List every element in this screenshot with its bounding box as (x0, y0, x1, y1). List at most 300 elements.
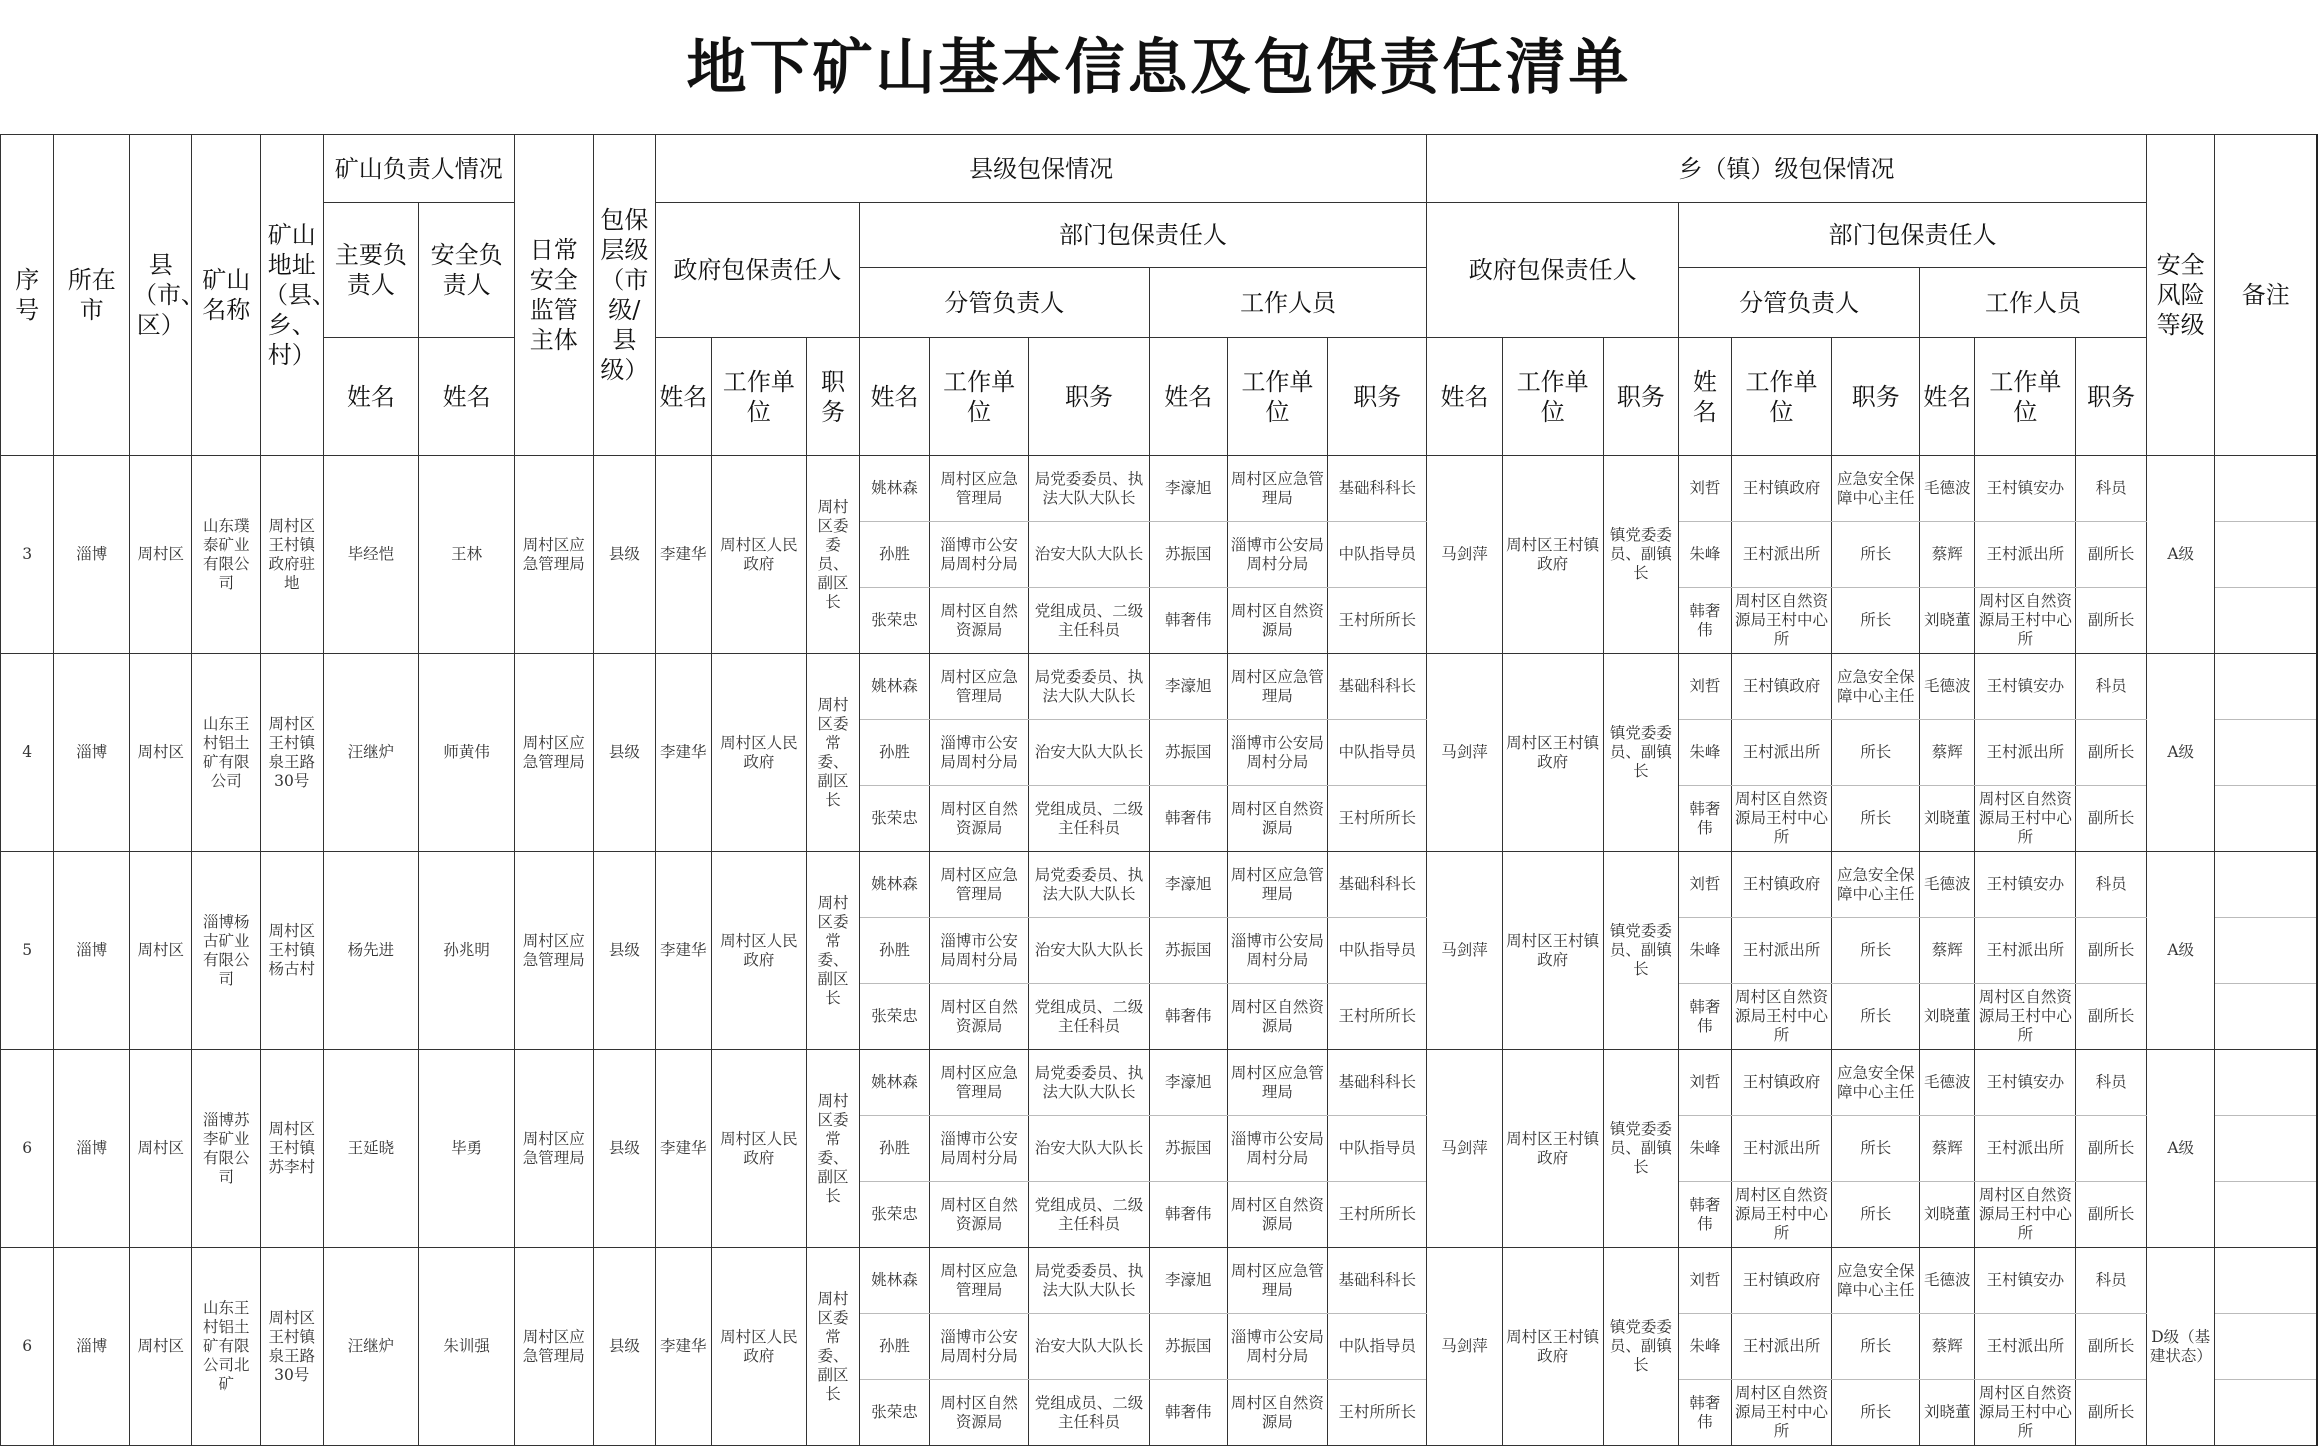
page-title: 地下矿山基本信息及包保责任清单 (686, 33, 1632, 103)
county-staff-name-cell: 韩奢伟 (1149, 1182, 1227, 1248)
main-leader-cell: 汪继炉 (323, 654, 419, 852)
county-head-name-cell: 姚林森 (859, 456, 930, 522)
county-head-unit-cell: 周村区自然资源局 (930, 588, 1029, 654)
remarks-cell (2215, 654, 2317, 720)
header-county-gov-person: 政府包保责任人 (656, 203, 860, 338)
risk-level-cell: A级 (2146, 456, 2215, 654)
risk-level-cell: A级 (2146, 654, 2215, 852)
county-staff-name-cell: 苏振国 (1149, 1116, 1227, 1182)
town-staff-position-cell: 副所长 (2076, 786, 2147, 852)
town-gov-name-cell: 马剑萍 (1427, 456, 1503, 654)
county-head-unit-cell: 淄博市公安局周村分局 (930, 522, 1029, 588)
town-staff-position-cell: 副所长 (2076, 1116, 2147, 1182)
header-town-gov-name: 姓名 (1427, 338, 1503, 456)
county-head-name-cell: 孙胜 (859, 1314, 930, 1380)
header-city: 所在市 (54, 135, 130, 456)
main-leader-cell: 王延晓 (323, 1050, 419, 1248)
county-head-position-cell: 局党委委员、执法大队大队长 (1028, 1248, 1149, 1314)
county-head-name-cell: 孙胜 (859, 1116, 930, 1182)
city-cell: 淄博 (54, 852, 130, 1050)
county-staff-position-cell: 中队指导员 (1328, 522, 1427, 588)
county-gov-name-cell: 李建华 (656, 852, 711, 1050)
town-staff-name-cell: 刘晓董 (1920, 1182, 1975, 1248)
town-staff-unit-cell: 王村镇安办 (1975, 654, 2076, 720)
county-head-unit-cell: 周村区自然资源局 (930, 1182, 1029, 1248)
town-gov-name-cell: 马剑萍 (1427, 852, 1503, 1050)
seq-cell: 6 (1, 1248, 54, 1446)
risk-level-cell: D级（基建状态） (2146, 1248, 2215, 1446)
town-staff-unit-cell: 周村区自然资源局王村中心所 (1975, 786, 2076, 852)
supervisor-cell: 周村区应急管理局 (515, 456, 594, 654)
county-staff-unit-cell: 周村区自然资源局 (1227, 1380, 1328, 1446)
town-head-position-cell: 应急安全保障中心主任 (1832, 654, 1920, 720)
town-head-position-cell: 所长 (1832, 786, 1920, 852)
header-mine-name: 矿山名称 (192, 135, 261, 456)
county-staff-position-cell: 基础科科长 (1328, 1248, 1427, 1314)
town-head-unit-cell: 王村镇政府 (1731, 654, 1832, 720)
town-staff-position-cell: 科员 (2076, 1050, 2147, 1116)
seq-cell: 4 (1, 654, 54, 852)
mine-address-cell: 周村区王村镇泉王路30号 (261, 1248, 323, 1446)
header-town-guarantee: 乡（镇）级包保情况 (1427, 135, 2147, 203)
town-head-unit-cell: 周村区自然资源局王村中心所 (1731, 786, 1832, 852)
seq-cell: 3 (1, 456, 54, 654)
header-town-staff-position: 职务 (2076, 338, 2147, 456)
town-head-position-cell: 所长 (1832, 918, 1920, 984)
town-staff-name-cell: 蔡辉 (1920, 720, 1975, 786)
county-cell: 周村区 (130, 456, 192, 654)
remarks-cell (2215, 1050, 2317, 1116)
county-staff-unit-cell: 周村区自然资源局 (1227, 786, 1328, 852)
town-head-position-cell: 所长 (1832, 1314, 1920, 1380)
county-staff-name-cell: 苏振国 (1149, 1314, 1227, 1380)
county-staff-position-cell: 王村所所长 (1328, 786, 1427, 852)
county-head-unit-cell: 淄博市公安局周村分局 (930, 1314, 1029, 1380)
town-head-unit-cell: 王村镇政府 (1731, 852, 1832, 918)
safety-leader-cell: 朱训强 (419, 1248, 515, 1446)
county-gov-unit-cell: 周村区人民政府 (711, 1248, 807, 1446)
supervisor-cell: 周村区应急管理局 (515, 654, 594, 852)
remarks-cell (2215, 852, 2317, 918)
county-staff-name-cell: 韩奢伟 (1149, 1380, 1227, 1446)
town-head-position-cell: 所长 (1832, 1380, 1920, 1446)
town-head-position-cell: 所长 (1832, 720, 1920, 786)
mine-address-cell: 周村区王村镇杨古村 (261, 852, 323, 1050)
town-staff-position-cell: 副所长 (2076, 522, 2147, 588)
city-cell: 淄博 (54, 1050, 130, 1248)
county-head-name-cell: 张荣忠 (859, 786, 930, 852)
remarks-cell (2215, 1116, 2317, 1182)
seq-cell: 5 (1, 852, 54, 1050)
header-county-staff-position: 职务 (1328, 338, 1427, 456)
town-gov-position-cell: 镇党委委员、副镇长 (1603, 654, 1679, 852)
county-head-unit-cell: 周村区应急管理局 (930, 456, 1029, 522)
header-county: 县（市、区） (130, 135, 192, 456)
header-remarks: 备注 (2215, 135, 2317, 456)
county-head-name-cell: 张荣忠 (859, 1182, 930, 1248)
town-staff-name-cell: 蔡辉 (1920, 918, 1975, 984)
header-county-staff-name: 姓名 (1149, 338, 1227, 456)
county-staff-name-cell: 韩奢伟 (1149, 786, 1227, 852)
county-staff-name-cell: 韩奢伟 (1149, 588, 1227, 654)
mine-name-cell: 山东王村铝土矿有限公司北矿 (192, 1248, 261, 1446)
header-risk-level: 安全风险等级 (2146, 135, 2215, 456)
town-staff-name-cell: 毛德波 (1920, 852, 1975, 918)
county-gov-unit-cell: 周村区人民政府 (711, 1050, 807, 1248)
county-head-name-cell: 孙胜 (859, 918, 930, 984)
town-staff-name-cell: 毛德波 (1920, 456, 1975, 522)
main-leader-cell: 汪继炉 (323, 1248, 419, 1446)
header-county-guarantee: 县级包保情况 (656, 135, 1427, 203)
county-head-name-cell: 姚林森 (859, 1050, 930, 1116)
town-staff-name-cell: 刘晓董 (1920, 786, 1975, 852)
county-head-name-cell: 孙胜 (859, 522, 930, 588)
town-staff-unit-cell: 王村镇安办 (1975, 1050, 2076, 1116)
risk-level-cell: A级 (2146, 852, 2215, 1050)
county-staff-position-cell: 王村所所长 (1328, 588, 1427, 654)
table-row (1, 852, 2318, 918)
main-leader-cell: 杨先进 (323, 852, 419, 1050)
county-head-unit-cell: 周村区应急管理局 (930, 1248, 1029, 1314)
header-town-staff: 工作人员 (1920, 268, 2147, 338)
county-staff-unit-cell: 周村区自然资源局 (1227, 588, 1328, 654)
remarks-cell (2215, 984, 2317, 1050)
county-head-name-cell: 姚林森 (859, 654, 930, 720)
guarantee-level-cell: 县级 (593, 654, 655, 852)
county-head-name-cell: 孙胜 (859, 720, 930, 786)
county-staff-position-cell: 中队指导员 (1328, 1314, 1427, 1380)
county-staff-name-cell: 李濠旭 (1149, 1248, 1227, 1314)
town-gov-unit-cell: 周村区王村镇政府 (1502, 456, 1603, 654)
town-head-unit-cell: 王村派出所 (1731, 1116, 1832, 1182)
county-staff-unit-cell: 淄博市公安局周村分局 (1227, 720, 1328, 786)
town-gov-position-cell: 镇党委委员、副镇长 (1603, 456, 1679, 654)
town-head-name-cell: 韩奢伟 (1679, 984, 1731, 1050)
remarks-cell (2215, 1314, 2317, 1380)
supervisor-cell: 周村区应急管理局 (515, 1050, 594, 1248)
county-gov-position-cell: 周村区委常委、副区长 (807, 1248, 859, 1446)
town-head-position-cell: 所长 (1832, 1182, 1920, 1248)
remarks-cell (2215, 786, 2317, 852)
remarks-cell (2215, 1248, 2317, 1314)
town-head-name-cell: 刘哲 (1679, 456, 1731, 522)
town-head-name-cell: 韩奢伟 (1679, 588, 1731, 654)
county-gov-position-cell: 周村区委常委、副区长 (807, 654, 859, 852)
main-leader-cell: 毕经恺 (323, 456, 419, 654)
town-staff-position-cell: 副所长 (2076, 984, 2147, 1050)
town-gov-name-cell: 马剑萍 (1427, 654, 1503, 852)
county-gov-name-cell: 李建华 (656, 456, 711, 654)
county-staff-position-cell: 中队指导员 (1328, 720, 1427, 786)
town-gov-unit-cell: 周村区王村镇政府 (1502, 852, 1603, 1050)
town-head-position-cell: 所长 (1832, 1116, 1920, 1182)
mine-address-cell: 周村区王村镇泉王路30号 (261, 654, 323, 852)
table-row (1, 456, 2318, 522)
guarantee-level-cell: 县级 (593, 852, 655, 1050)
county-head-unit-cell: 周村区自然资源局 (930, 1380, 1029, 1446)
county-head-name-cell: 姚林森 (859, 1248, 930, 1314)
remarks-cell (2215, 720, 2317, 786)
county-head-position-cell: 治安大队大队长 (1028, 918, 1149, 984)
county-staff-position-cell: 中队指导员 (1328, 918, 1427, 984)
county-staff-position-cell: 王村所所长 (1328, 984, 1427, 1050)
town-gov-position-cell: 镇党委委员、副镇长 (1603, 852, 1679, 1050)
county-gov-unit-cell: 周村区人民政府 (711, 654, 807, 852)
town-head-name-cell: 朱峰 (1679, 918, 1731, 984)
county-head-unit-cell: 周村区自然资源局 (930, 984, 1029, 1050)
remarks-cell (2215, 1380, 2317, 1446)
header-county-staff-unit: 工作单位 (1227, 338, 1328, 456)
county-staff-unit-cell: 淄博市公安局周村分局 (1227, 918, 1328, 984)
header-seq: 序号 (1, 135, 54, 456)
county-staff-name-cell: 韩奢伟 (1149, 984, 1227, 1050)
header-town-head-name: 姓名 (1679, 338, 1731, 456)
header-guarantee-level: 包保层级（市级/县级） (593, 135, 655, 456)
town-staff-position-cell: 副所长 (2076, 1182, 2147, 1248)
town-head-name-cell: 韩奢伟 (1679, 1182, 1731, 1248)
town-head-name-cell: 朱峰 (1679, 1314, 1731, 1380)
town-gov-position-cell: 镇党委委员、副镇长 (1603, 1248, 1679, 1446)
county-gov-name-cell: 李建华 (656, 1248, 711, 1446)
town-head-position-cell: 所长 (1832, 984, 1920, 1050)
safety-leader-cell: 毕勇 (419, 1050, 515, 1248)
header-safety-leader: 安全负责人 (419, 203, 515, 338)
header-town-staff-unit: 工作单位 (1975, 338, 2076, 456)
town-staff-unit-cell: 王村派出所 (1975, 522, 2076, 588)
county-staff-unit-cell: 淄博市公安局周村分局 (1227, 522, 1328, 588)
county-staff-name-cell: 苏振国 (1149, 720, 1227, 786)
county-gov-name-cell: 李建华 (656, 654, 711, 852)
county-gov-position-cell: 周村区委委员、副区长 (807, 456, 859, 654)
town-gov-unit-cell: 周村区王村镇政府 (1502, 1248, 1603, 1446)
remarks-cell (2215, 1182, 2317, 1248)
county-head-unit-cell: 淄博市公安局周村分局 (930, 918, 1029, 984)
town-head-name-cell: 刘哲 (1679, 852, 1731, 918)
safety-leader-cell: 王林 (419, 456, 515, 654)
header-town-gov-unit: 工作单位 (1502, 338, 1603, 456)
header-town-gov-person: 政府包保责任人 (1427, 203, 1679, 338)
town-head-name-cell: 刘哲 (1679, 654, 1731, 720)
town-staff-unit-cell: 王村派出所 (1975, 1116, 2076, 1182)
county-head-position-cell: 局党委委员、执法大队大队长 (1028, 852, 1149, 918)
table-row (1, 1248, 2318, 1314)
town-head-name-cell: 朱峰 (1679, 720, 1731, 786)
seq-cell: 6 (1, 1050, 54, 1248)
county-head-position-cell: 党组成员、二级主任科员 (1028, 786, 1149, 852)
county-head-position-cell: 治安大队大队长 (1028, 720, 1149, 786)
county-head-position-cell: 治安大队大队长 (1028, 522, 1149, 588)
county-head-position-cell: 治安大队大队长 (1028, 1314, 1149, 1380)
safety-leader-cell: 孙兆明 (419, 852, 515, 1050)
town-staff-name-cell: 蔡辉 (1920, 522, 1975, 588)
county-head-name-cell: 姚林森 (859, 852, 930, 918)
header-mine-address: 矿山地址（县、乡、村） (261, 135, 323, 456)
town-head-position-cell: 应急安全保障中心主任 (1832, 1050, 1920, 1116)
county-head-position-cell: 局党委委员、执法大队大队长 (1028, 1050, 1149, 1116)
town-staff-unit-cell: 周村区自然资源局王村中心所 (1975, 1182, 2076, 1248)
town-staff-position-cell: 科员 (2076, 1248, 2147, 1314)
town-head-unit-cell: 周村区自然资源局王村中心所 (1731, 984, 1832, 1050)
table-row (1, 1050, 2318, 1116)
town-head-unit-cell: 王村派出所 (1731, 918, 1832, 984)
town-head-unit-cell: 王村派出所 (1731, 1314, 1832, 1380)
county-staff-name-cell: 李濠旭 (1149, 1050, 1227, 1116)
mine-name-cell: 淄博苏李矿业有限公司 (192, 1050, 261, 1248)
header-county-head-name: 姓名 (859, 338, 930, 456)
remarks-cell (2215, 588, 2317, 654)
town-head-name-cell: 朱峰 (1679, 522, 1731, 588)
county-head-position-cell: 治安大队大队长 (1028, 1116, 1149, 1182)
town-staff-unit-cell: 王村镇安办 (1975, 852, 2076, 918)
town-staff-unit-cell: 王村派出所 (1975, 918, 2076, 984)
header-county-dept-person: 部门包保责任人 (859, 203, 1427, 268)
town-head-position-cell: 应急安全保障中心主任 (1832, 852, 1920, 918)
town-staff-position-cell: 副所长 (2076, 918, 2147, 984)
town-gov-position-cell: 镇党委委员、副镇长 (1603, 1050, 1679, 1248)
county-cell: 周村区 (130, 654, 192, 852)
town-staff-unit-cell: 王村镇安办 (1975, 456, 2076, 522)
header-county-gov-unit: 工作单位 (711, 338, 807, 456)
county-head-name-cell: 张荣忠 (859, 1380, 930, 1446)
town-staff-name-cell: 蔡辉 (1920, 1314, 1975, 1380)
county-cell: 周村区 (130, 852, 192, 1050)
county-staff-unit-cell: 周村区应急管理局 (1227, 456, 1328, 522)
county-head-position-cell: 局党委委员、执法大队大队长 (1028, 654, 1149, 720)
town-head-unit-cell: 王村镇政府 (1731, 456, 1832, 522)
county-staff-position-cell: 基础科科长 (1328, 654, 1427, 720)
header-safety-leader-name: 姓名 (419, 338, 515, 456)
remarks-cell (2215, 522, 2317, 588)
county-staff-name-cell: 苏振国 (1149, 918, 1227, 984)
county-head-position-cell: 局党委委员、执法大队大队长 (1028, 456, 1149, 522)
town-head-name-cell: 韩奢伟 (1679, 1380, 1731, 1446)
town-staff-name-cell: 刘晓董 (1920, 588, 1975, 654)
town-staff-position-cell: 副所长 (2076, 588, 2147, 654)
guarantee-level-cell: 县级 (593, 1248, 655, 1446)
county-head-unit-cell: 周村区应急管理局 (930, 852, 1029, 918)
town-head-position-cell: 应急安全保障中心主任 (1832, 1248, 1920, 1314)
header-supervision: 日常安全监管主体 (515, 135, 594, 456)
town-head-unit-cell: 王村镇政府 (1731, 1050, 1832, 1116)
guarantee-level-cell: 县级 (593, 456, 655, 654)
county-head-name-cell: 张荣忠 (859, 984, 930, 1050)
town-staff-name-cell: 刘晓董 (1920, 1380, 1975, 1446)
county-staff-name-cell: 李濠旭 (1149, 654, 1227, 720)
town-head-name-cell: 刘哲 (1679, 1248, 1731, 1314)
town-staff-unit-cell: 王村镇安办 (1975, 1248, 2076, 1314)
table-row (1, 654, 2318, 720)
town-staff-position-cell: 科员 (2076, 456, 2147, 522)
town-staff-position-cell: 科员 (2076, 654, 2147, 720)
town-head-name-cell: 朱峰 (1679, 1116, 1731, 1182)
county-head-position-cell: 党组成员、二级主任科员 (1028, 984, 1149, 1050)
county-gov-name-cell: 李建华 (656, 1050, 711, 1248)
town-head-unit-cell: 周村区自然资源局王村中心所 (1731, 1380, 1832, 1446)
header-county-gov-position: 职务 (807, 338, 859, 456)
town-staff-position-cell: 副所长 (2076, 1380, 2147, 1446)
risk-level-cell: A级 (2146, 1050, 2215, 1248)
town-head-unit-cell: 王村派出所 (1731, 522, 1832, 588)
county-head-unit-cell: 周村区自然资源局 (930, 786, 1029, 852)
county-head-position-cell: 党组成员、二级主任科员 (1028, 1182, 1149, 1248)
town-head-position-cell: 应急安全保障中心主任 (1832, 456, 1920, 522)
town-gov-unit-cell: 周村区王村镇政府 (1502, 1050, 1603, 1248)
county-staff-name-cell: 李濠旭 (1149, 852, 1227, 918)
header-county-head-position: 职务 (1028, 338, 1149, 456)
county-staff-position-cell: 王村所所长 (1328, 1182, 1427, 1248)
town-staff-unit-cell: 周村区自然资源局王村中心所 (1975, 1380, 2076, 1446)
town-staff-name-cell: 毛德波 (1920, 1248, 1975, 1314)
header-county-head-unit: 工作单位 (930, 338, 1029, 456)
town-staff-unit-cell: 周村区自然资源局王村中心所 (1975, 588, 2076, 654)
county-staff-unit-cell: 周村区应急管理局 (1227, 1248, 1328, 1314)
mine-name-cell: 淄博杨古矿业有限公司 (192, 852, 261, 1050)
guarantee-level-cell: 县级 (593, 1050, 655, 1248)
header-mine-leaders: 矿山负责人情况 (323, 135, 515, 203)
town-head-position-cell: 所长 (1832, 588, 1920, 654)
county-staff-name-cell: 李濠旭 (1149, 456, 1227, 522)
county-staff-position-cell: 基础科科长 (1328, 852, 1427, 918)
header-town-head-position: 职务 (1832, 338, 1920, 456)
county-cell: 周村区 (130, 1248, 192, 1446)
header-county-gov-name: 姓名 (656, 338, 711, 456)
county-head-name-cell: 张荣忠 (859, 588, 930, 654)
town-staff-position-cell: 副所长 (2076, 1314, 2147, 1380)
city-cell: 淄博 (54, 1248, 130, 1446)
mine-address-cell: 周村区王村镇苏李村 (261, 1050, 323, 1248)
county-staff-position-cell: 基础科科长 (1328, 456, 1427, 522)
city-cell: 淄博 (54, 456, 130, 654)
county-head-unit-cell: 淄博市公安局周村分局 (930, 720, 1029, 786)
header-town-in-charge: 分管负责人 (1679, 268, 1920, 338)
header-county-staff: 工作人员 (1149, 268, 1426, 338)
header-county-in-charge: 分管负责人 (859, 268, 1149, 338)
mine-name-cell: 山东王村铝土矿有限公司 (192, 654, 261, 852)
county-staff-position-cell: 中队指导员 (1328, 1116, 1427, 1182)
town-head-name-cell: 韩奢伟 (1679, 786, 1731, 852)
county-staff-unit-cell: 淄博市公安局周村分局 (1227, 1116, 1328, 1182)
county-cell: 周村区 (130, 1050, 192, 1248)
responsibility-table (0, 134, 2318, 1446)
county-staff-unit-cell: 周村区自然资源局 (1227, 984, 1328, 1050)
town-head-position-cell: 所长 (1832, 522, 1920, 588)
supervisor-cell: 周村区应急管理局 (515, 1248, 594, 1446)
town-staff-position-cell: 科员 (2076, 852, 2147, 918)
town-gov-name-cell: 马剑萍 (1427, 1050, 1503, 1248)
mine-name-cell: 山东璞泰矿业有限公司 (192, 456, 261, 654)
county-staff-unit-cell: 周村区应急管理局 (1227, 1050, 1328, 1116)
county-head-position-cell: 党组成员、二级主任科员 (1028, 1380, 1149, 1446)
county-staff-position-cell: 王村所所长 (1328, 1380, 1427, 1446)
county-staff-unit-cell: 淄博市公安局周村分局 (1227, 1314, 1328, 1380)
header-town-gov-position: 职务 (1603, 338, 1679, 456)
town-staff-name-cell: 蔡辉 (1920, 1116, 1975, 1182)
header-main-leader-name: 姓名 (323, 338, 419, 456)
county-staff-name-cell: 苏振国 (1149, 522, 1227, 588)
county-head-unit-cell: 周村区应急管理局 (930, 654, 1029, 720)
town-staff-unit-cell: 王村派出所 (1975, 720, 2076, 786)
county-staff-position-cell: 基础科科长 (1328, 1050, 1427, 1116)
county-gov-position-cell: 周村区委常委、副区长 (807, 1050, 859, 1248)
town-gov-name-cell: 马剑萍 (1427, 1248, 1503, 1446)
town-head-unit-cell: 周村区自然资源局王村中心所 (1731, 1182, 1832, 1248)
county-head-unit-cell: 周村区应急管理局 (930, 1050, 1029, 1116)
county-head-unit-cell: 淄博市公安局周村分局 (930, 1116, 1029, 1182)
county-gov-position-cell: 周村区委常委、副区长 (807, 852, 859, 1050)
town-head-unit-cell: 王村派出所 (1731, 720, 1832, 786)
county-staff-unit-cell: 周村区应急管理局 (1227, 852, 1328, 918)
town-head-unit-cell: 王村镇政府 (1731, 1248, 1832, 1314)
